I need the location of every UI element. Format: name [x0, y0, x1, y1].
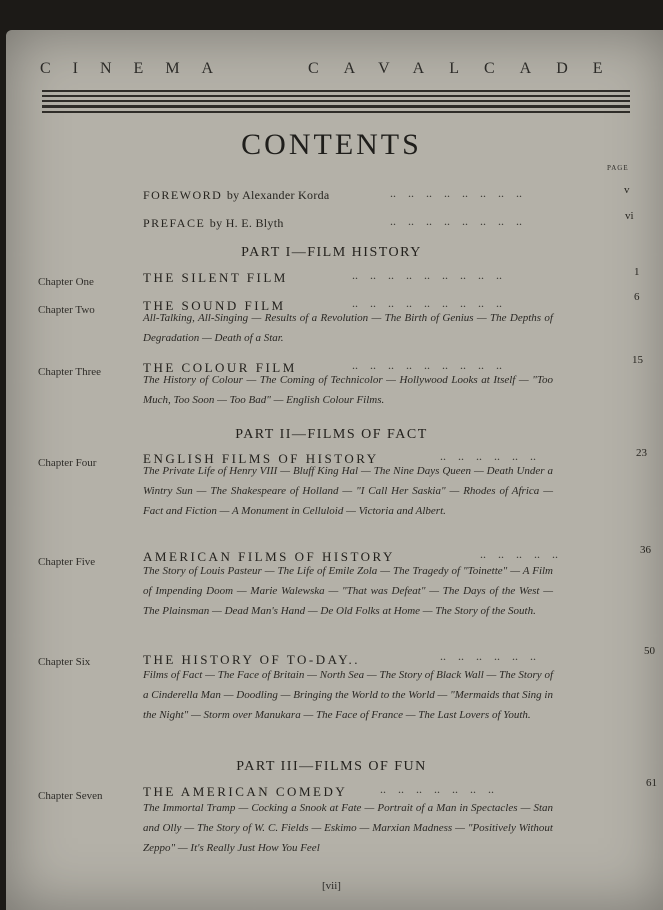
chapter-number: Chapter One	[38, 276, 94, 288]
part-heading: PART I—FILM HISTORY	[241, 245, 422, 260]
page-title: CONTENTS	[241, 128, 422, 161]
chapter-description: Films of Fact — The Face of Britain — North Sea — The Story of Black Wall — The Story of a Cinderella Man — Doodling — Bringing the World to the World — "Mermaids that Sing in the Night" — Storm over Manukara — The Face of France — The Last Lovers of Youth.	[143, 669, 553, 721]
header-rule	[42, 100, 630, 102]
chapter-description: The History of Colour — The Coming of Technicolor — Hollywood Looks at Itself — "Too Much, Too Soon — Too Bad" — English Colour Films.	[143, 374, 553, 406]
chapter-description: The Immortal Tramp — Cocking a Snook at Fate — Portrait of a Man in Spectacles — Stan and Olly — The Story of W. C. Fields — Eskimo — Marxian Madness — "Positively Without Zeppo" — It's Really Just How You Feel	[143, 802, 553, 854]
chapter-title: THE COLOUR FILM	[143, 360, 297, 375]
chapter-title: THE HISTORY OF TO-DAY..	[143, 652, 361, 667]
leader-dots: .. .. .. .. .. ..	[440, 449, 536, 463]
leader-dots: .. .. .. .. .. .. .. .. ..	[352, 296, 502, 310]
header-word-right: CAVALCADE	[308, 60, 628, 77]
page-number: 6	[634, 291, 640, 303]
page-number: 23	[636, 447, 647, 459]
chapter-number: Chapter Four	[38, 457, 97, 469]
chapter-title: ENGLISH FILMS OF HISTORY	[143, 451, 379, 466]
chapter-description: All-Talking, All-Singing — Results of a Revolution — The Birth of Genius — The Depths of Degradation — Death of a Star.	[143, 312, 553, 344]
chapter-description: The Private Life of Henry VIII — Bluff King Hal — The Nine Days Queen — Death Under a Wintry Sun — The Shakespeare of Holland — "I Call Her Saskia" — Rhodes of Africa — Fact and Fiction — A Monument in Celluloid — Victoria and Albert.	[143, 465, 553, 517]
chapter-description: The Story of Louis Pasteur — The Life of Emile Zola — The Tragedy of "Toinette" — A Film of Impending Doom — Marie Walewska — "That was Defeat" — The Days of the West — The Plainsman — Dead Man's Hand — De Old Folks at Home — The Story of the South.	[143, 565, 553, 617]
leader-dots: .. .. .. .. .. .. .. ..	[390, 214, 522, 228]
foreword-entry: FOREWORD by Alexander Korda	[143, 188, 330, 202]
part-heading: PART III—FILMS OF FUN	[236, 759, 427, 774]
page-number: 50	[644, 645, 655, 657]
chapter-title: AMERICAN FILMS OF HISTORY	[143, 549, 395, 564]
leader-dots: .. .. .. .. .. .. .. .. ..	[352, 358, 502, 372]
preface-entry: PREFACE by H. E. Blyth	[143, 216, 284, 230]
page-number: v	[624, 184, 630, 196]
chapter-title: THE SOUND FILM	[143, 298, 286, 313]
chapter-title: THE AMERICAN COMEDY	[143, 784, 348, 799]
page-column-label: PAGE	[607, 164, 629, 172]
header-rule	[42, 90, 630, 92]
chapter-number: Chapter Five	[38, 556, 96, 568]
page-number: vi	[625, 210, 634, 222]
chapter-number: Chapter Three	[38, 366, 102, 378]
page-number: 61	[646, 777, 657, 789]
leader-dots: .. .. .. .. .. .. .. .. ..	[352, 268, 502, 282]
header-rule	[42, 95, 630, 97]
page-folio: [vii]	[322, 880, 341, 892]
leader-dots: .. .. .. .. .. .. ..	[380, 782, 494, 796]
header-rule	[42, 105, 630, 108]
page-number: 36	[640, 544, 651, 556]
page-number: 1	[634, 266, 640, 278]
part-heading: PART II—FILMS OF FACT	[235, 427, 428, 442]
leader-dots: .. .. .. .. .. .. .. ..	[390, 186, 522, 200]
page-number: 15	[632, 354, 643, 366]
header-rule	[42, 111, 630, 113]
chapter-number: Chapter Six	[38, 656, 91, 668]
chapter-number: Chapter Two	[38, 304, 95, 316]
leader-dots: .. .. .. .. .. ..	[440, 649, 536, 663]
chapter-number: Chapter Seven	[38, 790, 103, 802]
chapter-title: THE SILENT FILM	[143, 270, 288, 285]
leader-dots: .. .. .. .. ..	[480, 547, 558, 561]
header-word-left: CINEMA	[40, 60, 236, 77]
